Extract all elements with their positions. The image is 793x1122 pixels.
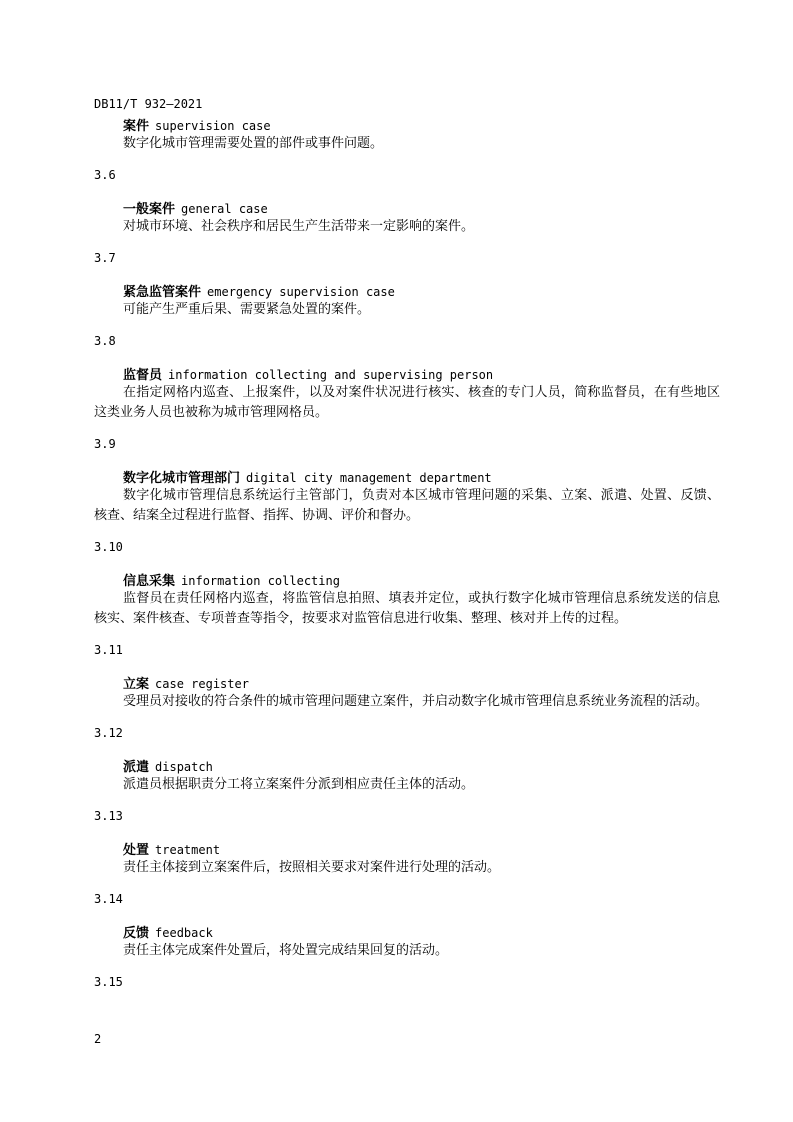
term-definition: 责任主体完成案件处置后，将处置完成结果回复的活动。: [123, 943, 449, 958]
term-definition: 数字化城市管理信息系统运行主管部门，负责对本区城市管理问题的采集、立案、派遣、处置、反馈、核查、结案全过程进行监督、指挥、协调、评价和督办。: [94, 488, 720, 523]
section-number: 3.11: [94, 643, 123, 657]
term-definition: 对城市环境、社会秩序和居民生产生活带来一定影响的案件。: [123, 219, 475, 234]
spacer: [94, 266, 720, 282]
spacer: [94, 237, 720, 250]
term-english: emergency supervision case: [207, 285, 395, 299]
spacer: [94, 154, 720, 167]
term-definition: 责任主体接到立案案件后，按照相关要求对案件进行处理的活动。: [123, 860, 501, 875]
section-number: 3.6: [94, 168, 116, 182]
term-heading: [123, 840, 720, 858]
term-english: feedback: [155, 926, 213, 940]
term-definition: 监督员在责任网格内巡查，将监管信息拍照、填表并定位，或执行数字化城市管理信息系统发送的信息核实、案件核查、专项普查等指令，按要求对监管信息进行收集、整理、核对并上传的过程。: [94, 591, 720, 626]
spacer: [94, 658, 720, 674]
term-english: information collecting: [181, 574, 340, 588]
term-entry: [94, 468, 720, 526]
spacer: [94, 423, 720, 436]
term-chinese: 紧急监管案件: [123, 285, 202, 300]
spacer: [94, 712, 720, 725]
term-chinese: 数字化城市管理部门: [123, 471, 241, 486]
term-entry: [94, 757, 720, 795]
term-english: general case: [181, 202, 268, 216]
section-number: 3.7: [94, 251, 116, 265]
spacer: [94, 349, 720, 365]
term-english: case register: [155, 677, 249, 691]
term-chinese: 监督员: [123, 368, 163, 383]
spacer: [94, 526, 720, 539]
term-entry: [94, 282, 720, 320]
term-definition: 在指定网格内巡查、上报案件，以及对案件状况进行核实、核查的专门人员，简称监督员，在有些地区这类业务人员也被称为城市管理网格员。: [94, 385, 720, 420]
section-number: 3.14: [94, 892, 123, 906]
spacer: [94, 452, 720, 468]
term-heading: [123, 757, 720, 775]
term-definition: 派遣员根据职责分工将立案案件分派到相应责任主体的活动。: [123, 777, 475, 792]
term-heading: [123, 571, 720, 589]
spacer: [94, 824, 720, 840]
term-chinese: 处置: [123, 843, 150, 858]
spacer: [94, 629, 720, 642]
term-entry: [94, 365, 720, 423]
term-heading: [123, 282, 720, 300]
term-definition: 可能产生严重后果、需要紧急处置的案件。: [123, 302, 371, 317]
term-english: supervision case: [155, 119, 271, 133]
term-entry: [94, 199, 720, 237]
spacer: [94, 961, 720, 974]
term-heading: [123, 923, 720, 941]
term-entry: [94, 116, 720, 154]
spacer: [94, 741, 720, 757]
term-entry: [94, 840, 720, 878]
term-heading: [123, 674, 720, 692]
term-heading: [123, 199, 720, 217]
section-number: 3.9: [94, 437, 116, 451]
term-definition: 受理员对接收的符合条件的城市管理问题建立案件，并启动数字化城市管理信息系统业务流程的活动。: [123, 694, 709, 709]
term-english: treatment: [155, 843, 221, 857]
spacer: [94, 878, 720, 891]
terms-content: [94, 116, 720, 990]
term-heading: [123, 116, 720, 134]
term-chinese: 信息采集: [123, 574, 176, 589]
term-chinese: 派遣: [123, 760, 150, 775]
term-entry: [94, 571, 720, 629]
term-entry: [94, 923, 720, 961]
spacer: [94, 320, 720, 333]
section-number: 3.15: [94, 975, 123, 989]
section-number: 3.10: [94, 540, 123, 554]
term-definition: 数字化城市管理需要处置的部件或事件问题。: [123, 136, 384, 151]
term-english: digital city management department: [246, 471, 492, 485]
term-english: dispatch: [155, 760, 213, 774]
spacer: [94, 183, 720, 199]
spacer: [94, 907, 720, 923]
spacer: [94, 555, 720, 571]
term-chinese: 立案: [123, 677, 150, 692]
term-chinese: 一般案件: [123, 202, 176, 217]
term-english: information collecting and supervising person: [168, 368, 494, 382]
section-number: 3.13: [94, 809, 123, 823]
standard-code: DB11/T 932—2021: [94, 97, 203, 111]
term-chinese: 案件: [123, 119, 150, 134]
section-number: 3.12: [94, 726, 123, 740]
term-heading: [123, 365, 720, 383]
page-number: 2: [94, 1032, 102, 1046]
section-number: 3.8: [94, 334, 116, 348]
term-heading: [123, 468, 720, 486]
term-chinese: 反馈: [123, 926, 150, 941]
term-entry: [94, 674, 720, 712]
spacer: [94, 795, 720, 808]
